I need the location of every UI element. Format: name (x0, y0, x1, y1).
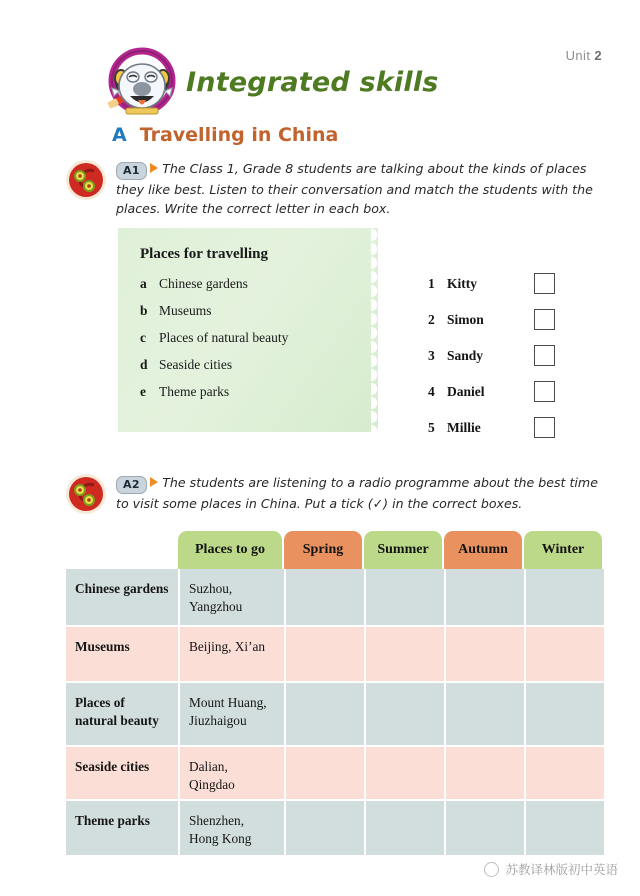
unit-number: 2 (594, 48, 602, 63)
cell-spring[interactable] (286, 683, 364, 745)
cell-autumn[interactable] (446, 747, 524, 799)
cell-winter[interactable] (526, 683, 604, 745)
student-row (428, 340, 555, 371)
cell-winter[interactable] (526, 627, 604, 681)
student-number: 4 (428, 383, 435, 399)
unit-label (566, 48, 602, 63)
table-row (66, 569, 574, 625)
note-item-letter: e (140, 384, 146, 399)
note-item (140, 303, 362, 319)
unit-prefix: Unit (565, 48, 591, 63)
note-item-letter: b (140, 303, 148, 318)
note-item-letter: d (140, 357, 148, 372)
cell-winter[interactable] (526, 747, 604, 799)
note-item-label: Chinese gardens (159, 276, 248, 291)
student-name: Millie (447, 419, 481, 435)
places-note-card (118, 228, 378, 432)
note-item (140, 330, 362, 346)
student-number: 3 (428, 347, 435, 363)
play-arrow-icon[interactable] (150, 163, 158, 173)
watermark-text: 苏教译林版初中英语 (505, 862, 618, 877)
cell-spring[interactable] (286, 747, 364, 799)
note-item (140, 384, 362, 400)
table-header-cell: Spring (284, 531, 362, 569)
table-header-cell: Places to go (178, 531, 282, 569)
task-a2-instruction: The students are listening to a radio programme about the best time to visit some places in China. Put a tick (✓) in the correct boxes. (116, 475, 598, 511)
row-label: Chinese gardens (66, 569, 178, 625)
note-item-label: Places of natural beauty (159, 330, 289, 345)
cell-spring[interactable] (286, 801, 364, 855)
answer-box[interactable] (534, 417, 555, 438)
task-a1 (64, 156, 612, 218)
watermark-logo-icon (484, 862, 499, 877)
table-body (66, 569, 574, 855)
cell-summer[interactable] (366, 747, 444, 799)
student-row (428, 412, 555, 443)
table-row (66, 801, 574, 855)
cell-winter[interactable] (526, 801, 604, 855)
note-item-list (140, 276, 362, 400)
page-title: Integrated skills (186, 66, 439, 98)
note-item-letter: a (140, 276, 147, 291)
student-row (428, 304, 555, 335)
task-a2-body (116, 470, 612, 513)
note-title: Places for travelling (140, 246, 269, 262)
row-places: Suzhou, Yangzhou (180, 569, 284, 625)
cell-summer[interactable] (366, 627, 444, 681)
answer-box[interactable] (534, 381, 555, 402)
cell-autumn[interactable] (446, 683, 524, 745)
answer-box[interactable] (534, 309, 555, 330)
section-heading (112, 124, 338, 146)
cell-summer[interactable] (366, 683, 444, 745)
listening-icon (64, 472, 108, 516)
section-title: Travelling in China (139, 124, 339, 146)
section-letter: A (112, 124, 127, 146)
listening-icon (64, 158, 108, 202)
student-match-list (428, 268, 555, 448)
student-number: 5 (428, 419, 435, 435)
student-name: Kitty (447, 275, 477, 291)
cell-autumn[interactable] (446, 627, 524, 681)
row-label: Museums (66, 627, 178, 681)
table-row (66, 747, 574, 799)
table-row (66, 683, 574, 745)
student-number: 1 (428, 275, 435, 291)
footer-watermark (484, 860, 618, 878)
note-item-label: Museums (159, 303, 212, 318)
answer-box[interactable] (534, 345, 555, 366)
task-a2 (64, 470, 612, 516)
student-name: Daniel (447, 383, 485, 399)
note-item-label: Seaside cities (159, 357, 233, 372)
play-arrow-icon[interactable] (150, 477, 158, 487)
student-name: Simon (447, 311, 484, 327)
note-item (140, 357, 362, 373)
cell-winter[interactable] (526, 569, 604, 625)
table-row (66, 627, 574, 681)
seasons-table (66, 531, 585, 857)
row-label: Theme parks (66, 801, 178, 855)
table-header-cell: Summer (364, 531, 442, 569)
row-places: Shenzhen, Hong Kong (180, 801, 284, 855)
dog-mascot-icon (104, 44, 180, 120)
answer-box[interactable] (534, 273, 555, 294)
row-places: Mount Huang, Jiuzhaigou (180, 683, 284, 745)
page-title-row (104, 44, 439, 120)
task-a2-badge[interactable]: A2 (116, 476, 147, 494)
cell-autumn[interactable] (446, 569, 524, 625)
table-header-cell: Autumn (444, 531, 522, 569)
row-places: Beijing, Xi’an (180, 627, 284, 681)
task-a1-body (116, 156, 612, 218)
row-places: Dalian, Qingdao (180, 747, 284, 799)
cell-spring[interactable] (286, 569, 364, 625)
task-a1-instruction: The Class 1, Grade 8 students are talking about the kinds of places they like best. Listen to their conversation and match the students with the places. Write the correct letter in each box. (116, 161, 593, 217)
note-item (140, 276, 362, 292)
note-item-label: Theme parks (159, 384, 230, 399)
row-label: Seaside cities (66, 747, 178, 799)
student-row (428, 268, 555, 299)
table-header-cell: Winter (524, 531, 602, 569)
cell-summer[interactable] (366, 801, 444, 855)
student-number: 2 (428, 311, 435, 327)
cell-autumn[interactable] (446, 801, 524, 855)
note-item-letter: c (140, 330, 146, 345)
cell-spring[interactable] (286, 627, 364, 681)
row-label: Places of natural beauty (66, 683, 178, 745)
task-a1-badge[interactable]: A1 (116, 162, 147, 180)
note-content (118, 228, 378, 432)
table-header-row (178, 531, 585, 569)
student-name: Sandy (447, 347, 484, 363)
cell-summer[interactable] (366, 569, 444, 625)
student-row (428, 376, 555, 407)
